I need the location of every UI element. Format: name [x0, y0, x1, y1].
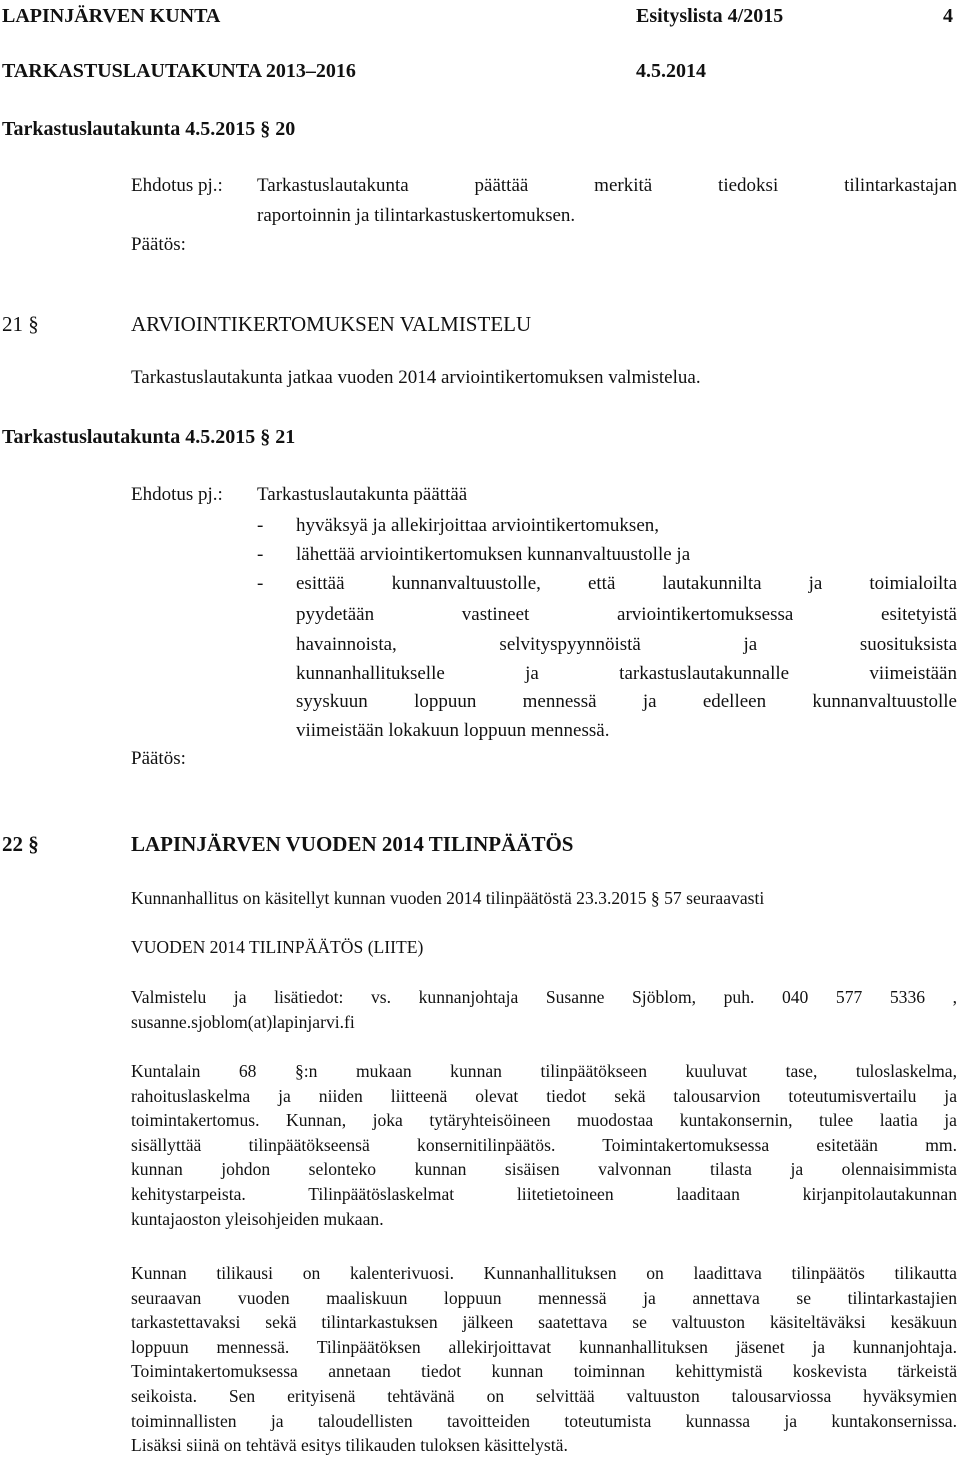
section-title-22: LAPINJÄRVEN VUODEN 2014 TILINPÄÄTÖS: [131, 832, 574, 856]
paragraph-municipal-act: [131, 1059, 957, 1231]
list-item-continuation: pyydetään vastineet arviointikertomuksessa esitetyistä: [296, 604, 957, 625]
paragraph-line: kehitystarpeista. Tilinpäätöslaskelmat liitetietoineen laaditaan kirjanpitolautakunnan: [131, 1183, 957, 1204]
section-number-21: 21 §: [2, 312, 39, 336]
contact-email: susanne.sjoblom(at)lapinjarvi.fi: [131, 1012, 355, 1032]
list-item-text: lähettää arviointikertomuksen kunnanvaltuustolle ja: [296, 544, 691, 565]
paragraph-line: seuraavan vuoden maaliskuun loppuun mennessä ja annettava se tilintarkastajien: [131, 1287, 957, 1308]
decision-label-20: Päätös:: [131, 234, 186, 255]
proposal-text-20-line1: Tarkastuslautakunta päättää merkitä tiedoksi tilintarkastajan: [257, 175, 957, 196]
page-number: 4: [943, 5, 953, 27]
meeting-heading-21: Tarkastuslautakunta 4.5.2015 § 21: [2, 426, 296, 448]
paragraph-line: kuntajaoston yleisohjeiden mukaan.: [131, 1208, 384, 1229]
paragraph-line: toiminnallisten ja taloudellisten tavoitteiden toteutumista kunnassa ja kuntakonsernissa.: [131, 1410, 957, 1431]
agenda-number: Esityslista 4/2015: [636, 5, 784, 27]
proposal-text-20-line2: raportoinnin ja tilintarkastuskertomuksen.: [257, 205, 576, 226]
proposal-intro-21: Tarkastuslautakunta päättää: [257, 484, 468, 505]
section-intro-21: Tarkastuslautakunta jatkaa vuoden 2014 arviointikertomuksen valmistelua.: [131, 367, 701, 388]
paragraph-line: kunnan johdon selonteko kunnan sisäisen valvonnan tilasta ja olennaisimmista: [131, 1159, 957, 1180]
proposal-label-21: Ehdotus pj.:: [131, 484, 223, 505]
paragraph-line: seikoista. Sen erityisenä tehtävänä on selvittää valtuuston talousarviossa hyväksymien: [131, 1385, 957, 1406]
paragraph-line: sisällyttää tilinpäätökseensä konsernitilinpäätös. Toimintakertomuksessa esitetään mm.: [131, 1134, 957, 1155]
paragraph-line: tarkastettavaksi sekä tilintarkastuksen jälkeen saatettava se valtuuston käsiteltäväksi kesäkuun: [131, 1312, 957, 1333]
section-number-22: 22 §: [2, 832, 39, 856]
list-item: [257, 572, 957, 596]
attachment-heading: VUODEN 2014 TILINPÄÄTÖS (LIITE): [131, 937, 424, 957]
list-item-continuation: kunnanhallitukselle ja tarkastuslautakunnalle viimeistään: [296, 663, 957, 684]
committee-name: TARKASTUSLAUTAKUNTA 2013–2016: [2, 60, 356, 82]
list-item-continuation: havainnoista, selvityspyynnöistä ja suosituksista: [296, 634, 957, 655]
header-date: 4.5.2014: [636, 60, 706, 82]
list-dash: -: [257, 515, 264, 536]
paragraph-line: Toimintakertomuksessa annetaan tiedot kunnan toiminnan kehittymistä koskevista tärkeistä: [131, 1361, 957, 1382]
paragraph-line: Lisäksi siinä on tehtävä esitys tilikauden tuloksen käsittelystä.: [131, 1435, 568, 1456]
list-item-text: hyväksyä ja allekirjoittaa arviointikertomuksen,: [296, 515, 660, 536]
section-title-21: ARVIOINTIKERTOMUKSEN VALMISTELU: [131, 312, 532, 336]
list-item-continuation: viimeistään lokakuun loppuun mennessä.: [296, 720, 610, 741]
paragraph-line: toimintakertomus. Kunnan, joka tytäryhteisöineen muodostaa kuntakonsernin, tulee laatia ja: [131, 1110, 957, 1131]
paragraph-line: loppuun mennessä. Tilinpäätöksen allekirjoittavat kunnanhallituksen jäsenet ja kunnanjohtaja.: [131, 1336, 957, 1357]
org-name: LAPINJÄRVEN KUNTA: [2, 5, 221, 27]
list-item: [257, 543, 957, 567]
list-item: [257, 514, 957, 538]
paragraph-line: Kunnan tilikausi on kalenterivuosi. Kunnanhallituksen on laadittava tilinpäätös tilikautta: [131, 1263, 957, 1283]
paragraph-fiscal-year: [131, 1261, 957, 1458]
list-item-continuation: syyskuun loppuun mennessä ja edelleen kunnanvaltuustolle: [296, 691, 957, 712]
paragraph-line: rahoituslaskelma ja niiden liitteenä olevat tiedot sekä talousarvion toteutumisvertailu ja: [131, 1085, 957, 1106]
list-item-text: esittää kunnanvaltuustolle, että lautakunnilta ja toimialoilta: [296, 573, 957, 594]
list-dash: -: [257, 544, 264, 565]
list-dash: -: [257, 573, 264, 594]
decision-label-21: Päätös:: [131, 748, 186, 769]
paragraph-line: Kuntalain 68 §:n mukaan kunnan tilinpäätökseen kuuluvat tase, tuloslaskelma,: [131, 1061, 957, 1081]
section-intro-22: Kunnanhallitus on käsitellyt kunnan vuoden 2014 tilinpäätöstä 23.3.2015 § 57 seuraavasti: [131, 888, 765, 908]
proposal-label-20: Ehdotus pj.:: [131, 175, 223, 196]
meeting-heading-20: Tarkastuslautakunta 4.5.2015 § 20: [2, 118, 296, 140]
contact-line: Valmistelu ja lisätiedot: vs. kunnanjohtaja Susanne Sjöblom, puh. 040 577 5336 ,: [131, 987, 957, 1007]
